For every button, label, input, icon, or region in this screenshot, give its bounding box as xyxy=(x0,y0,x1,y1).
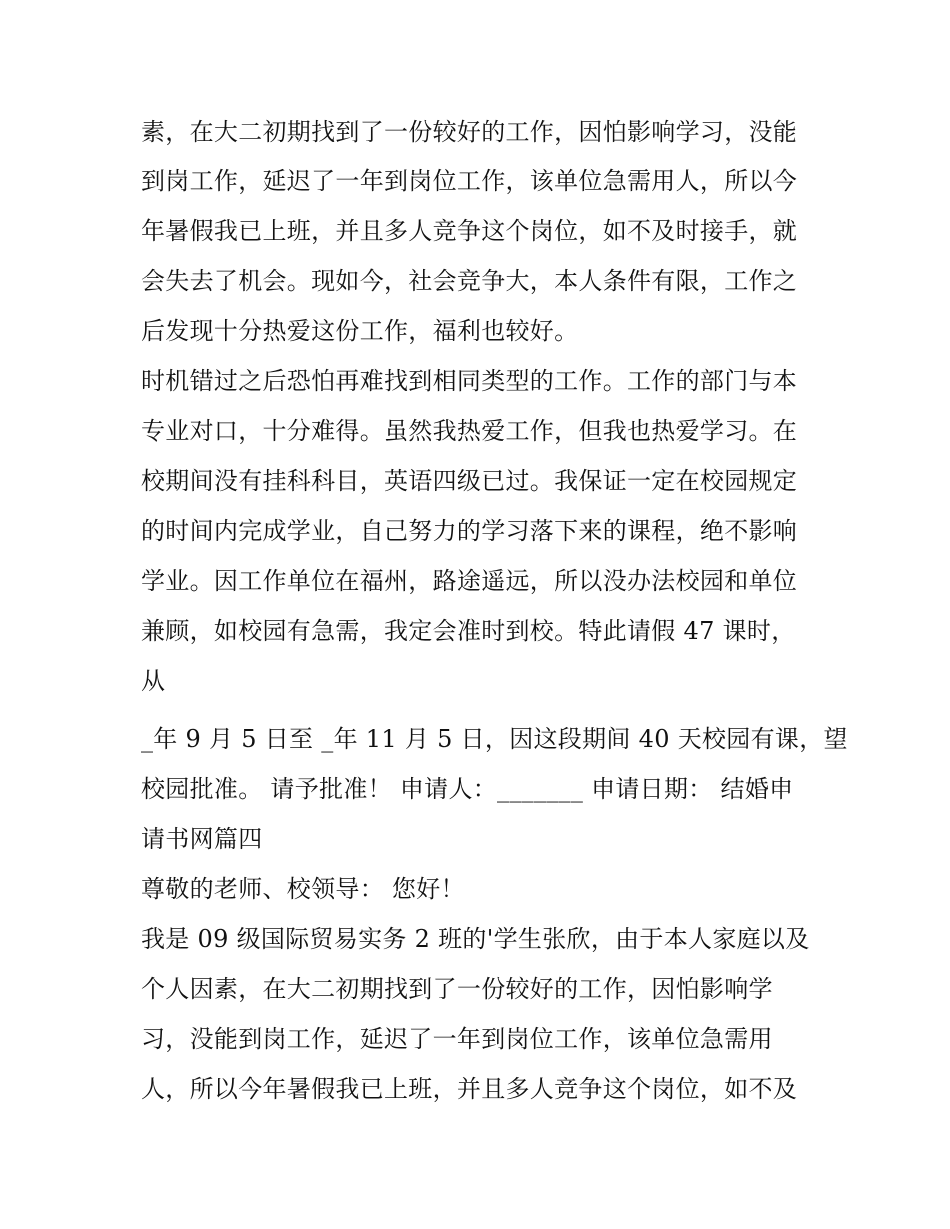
text-line: 时机错过之后恐怕再难找到相同类型的工作。工作的部门与本 xyxy=(141,367,798,395)
text-line: 我是 09 级国际贸易实务 2 班的'学生张欣，由于本人家庭以及 xyxy=(141,925,810,953)
text-line: 会失去了机会。现如今，社会竞争大，本人条件有限，工作之 xyxy=(141,267,798,295)
text-line: 从 xyxy=(141,667,166,695)
text-line: 到岗工作，延迟了一年到岗位工作，该单位急需用人，所以今 xyxy=(141,167,798,195)
text-line: 个人因素，在大二初期找到了一份较好的工作，因怕影响学 xyxy=(141,975,773,1003)
text-line: 兼顾，如校园有急需，我定会准时到校。特此请假 47 课时， xyxy=(141,617,796,645)
text-line: 学业。因工作单位在福州，路途遥远，所以没办法校园和单位 xyxy=(141,567,798,595)
text-line: _年 9 月 5 日至 _年 11 月 5 日，因这段期间 40 天校园有课，望 xyxy=(141,725,848,753)
text-line: 年暑假我已上班，并且多人竞争这个岗位，如不及时接手，就 xyxy=(141,217,798,245)
text-line: 习，没能到岗工作，延迟了一年到岗位工作，该单位急需用 xyxy=(141,1025,773,1053)
text-line: 后发现十分热爱这份工作，福利也较好。 xyxy=(141,317,579,345)
text-line: 素，在大二初期找到了一份较好的工作，因怕影响学习，没能 xyxy=(141,118,798,146)
text-line: 专业对口，十分难得。虽然我热爱工作，但我也热爱学习。在 xyxy=(141,417,798,445)
text-line: 人，所以今年暑假我已上班，并且多人竞争这个岗位，如不及 xyxy=(141,1075,798,1103)
text-line: 尊敬的老师、校领导： 您好！ xyxy=(141,875,465,903)
text-line: 请书网篇四 xyxy=(141,825,263,853)
text-line: 校期间没有挂科科目，英语四级已过。我保证一定在校园规定 xyxy=(141,467,798,495)
text-line: 校园批准。 请予批准！ 申请人：_______ 申请日期： 结婚申 xyxy=(141,775,794,803)
text-line: 的时间内完成学业，自己努力的学习落下来的课程，绝不影响 xyxy=(141,517,798,545)
